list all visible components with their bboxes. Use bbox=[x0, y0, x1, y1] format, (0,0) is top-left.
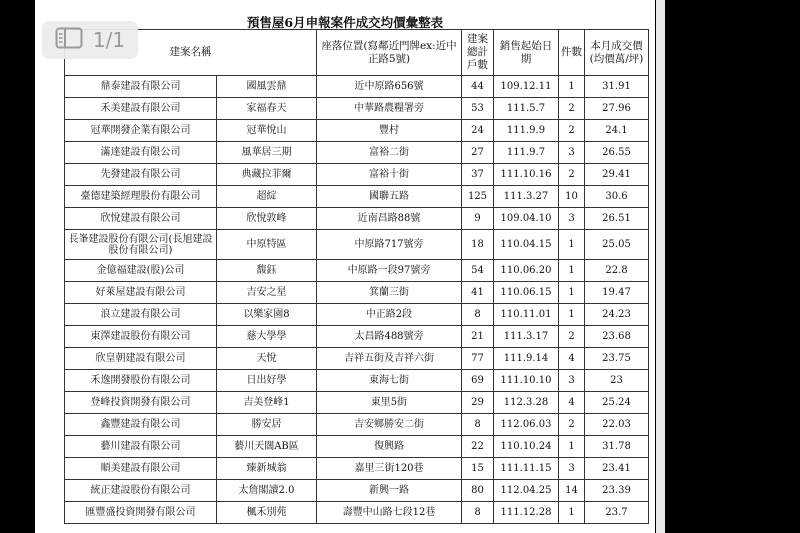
cell-count: 14 bbox=[559, 480, 585, 502]
cell-project: 天悅 bbox=[217, 348, 317, 370]
page-indicator-text: 1/1 bbox=[92, 28, 126, 52]
table-row bbox=[65, 260, 649, 282]
cell-price: 31.78 bbox=[585, 436, 649, 458]
cell-units: 29 bbox=[462, 392, 494, 414]
cell-units: 125 bbox=[462, 186, 494, 208]
cell-project: 以樂家園8 bbox=[217, 304, 317, 326]
cell-location: 富裕二街 bbox=[317, 142, 462, 164]
cell-location: 豐村 bbox=[317, 120, 462, 142]
table-row bbox=[65, 414, 649, 436]
cell-count: 1 bbox=[559, 230, 585, 260]
cell-location: 復興路 bbox=[317, 436, 462, 458]
header-sale-start-date: 銷售起始日期 bbox=[494, 30, 559, 76]
cell-count: 2 bbox=[559, 164, 585, 186]
cell-project: 家福春天 bbox=[217, 98, 317, 120]
cell-count: 10 bbox=[559, 186, 585, 208]
cell-company: 鼎泰建設有限公司 bbox=[65, 76, 217, 98]
cell-project: 藝川天闊AB區 bbox=[217, 436, 317, 458]
cell-count: 2 bbox=[559, 120, 585, 142]
cell-company: 臺德建築經理股份有限公司 bbox=[65, 186, 217, 208]
cell-company: 鑫豐建設有限公司 bbox=[65, 414, 217, 436]
cell-count: 1 bbox=[559, 76, 585, 98]
cell-project: 馥鈺 bbox=[217, 260, 317, 282]
cell-count: 3 bbox=[559, 208, 585, 230]
cell-price: 22.03 bbox=[585, 414, 649, 436]
cell-price: 31.91 bbox=[585, 76, 649, 98]
cell-start-date: 111.9.7 bbox=[494, 142, 559, 164]
cell-location: 國聯五路 bbox=[317, 186, 462, 208]
cell-location: 吉安鄉勝安二街 bbox=[317, 414, 462, 436]
cell-units: 8 bbox=[462, 502, 494, 524]
header-total-units: 建案總計戶數 bbox=[462, 30, 494, 76]
cell-company: 好萊屋建設有限公司 bbox=[65, 282, 217, 304]
price-table bbox=[64, 29, 649, 524]
cell-project: 勝安居 bbox=[217, 414, 317, 436]
cell-company: 滿達建設有限公司 bbox=[65, 142, 217, 164]
table-row bbox=[65, 164, 649, 186]
cell-start-date: 110.11.01 bbox=[494, 304, 559, 326]
cell-price: 23.41 bbox=[585, 458, 649, 480]
cell-price: 30.6 bbox=[585, 186, 649, 208]
cell-units: 80 bbox=[462, 480, 494, 502]
cell-count: 2 bbox=[559, 326, 585, 348]
table-row bbox=[65, 392, 649, 414]
cell-start-date: 112.3.28 bbox=[494, 392, 559, 414]
cell-units: 37 bbox=[462, 164, 494, 186]
cell-company: 順美建設有限公司 bbox=[65, 458, 217, 480]
table-row bbox=[65, 326, 649, 348]
cell-location: 近南昌路88號 bbox=[317, 208, 462, 230]
cell-location: 吉祥五街及吉祥六街 bbox=[317, 348, 462, 370]
cell-units: 15 bbox=[462, 458, 494, 480]
header-case-count: 件數 bbox=[559, 30, 585, 76]
cell-project: 太詹閣讀2.0 bbox=[217, 480, 317, 502]
cell-units: 18 bbox=[462, 230, 494, 260]
cell-count: 4 bbox=[559, 392, 585, 414]
cell-project: 臻新城翁 bbox=[217, 458, 317, 480]
cell-company: 藝川建設有限公司 bbox=[65, 436, 217, 458]
cell-start-date: 110.06.15 bbox=[494, 282, 559, 304]
cell-count: 1 bbox=[559, 502, 585, 524]
cell-start-date: 112.06.03 bbox=[494, 414, 559, 436]
table-row bbox=[65, 186, 649, 208]
table-row bbox=[65, 370, 649, 392]
cell-price: 22.8 bbox=[585, 260, 649, 282]
table-row bbox=[65, 76, 649, 98]
table-row bbox=[65, 120, 649, 142]
cell-count: 4 bbox=[559, 348, 585, 370]
cell-location: 近中原路656號 bbox=[317, 76, 462, 98]
cell-start-date: 111.12.28 bbox=[494, 502, 559, 524]
document-title: 預售屋6月申報案件成交均價彙整表 bbox=[246, 15, 444, 30]
cell-count: 1 bbox=[559, 304, 585, 326]
cell-units: 9 bbox=[462, 208, 494, 230]
cell-company: 禾美建設有限公司 bbox=[65, 98, 217, 120]
cell-count: 3 bbox=[559, 458, 585, 480]
cell-count: 2 bbox=[559, 98, 585, 120]
cell-location: 中正路2段 bbox=[317, 304, 462, 326]
table-row bbox=[65, 480, 649, 502]
cell-units: 24 bbox=[462, 120, 494, 142]
cell-units: 27 bbox=[462, 142, 494, 164]
cell-location: 東里5街 bbox=[317, 392, 462, 414]
cell-price: 26.51 bbox=[585, 208, 649, 230]
document-page bbox=[35, 0, 655, 533]
cell-count: 3 bbox=[559, 142, 585, 164]
cell-price: 26.55 bbox=[585, 142, 649, 164]
cell-company: 欣皇朝建設有限公司 bbox=[65, 348, 217, 370]
cell-count: 1 bbox=[559, 260, 585, 282]
cell-company: 長峯建設股份有限公司(長旭建設股份有限公司) bbox=[65, 230, 217, 260]
cell-units: 54 bbox=[462, 260, 494, 282]
table-row bbox=[65, 98, 649, 120]
cell-start-date: 111.9.14 bbox=[494, 348, 559, 370]
cell-start-date: 111.3.27 bbox=[494, 186, 559, 208]
cell-price: 19.47 bbox=[585, 282, 649, 304]
cell-company: 金億福建設(股)公司 bbox=[65, 260, 217, 282]
cell-price: 23 bbox=[585, 370, 649, 392]
cell-start-date: 110.04.15 bbox=[494, 230, 559, 260]
page-indicator-badge[interactable] bbox=[42, 21, 138, 59]
cell-units: 53 bbox=[462, 98, 494, 120]
table-row bbox=[65, 230, 649, 260]
cell-company: 統正建設股份有限公司 bbox=[65, 480, 217, 502]
cell-start-date: 109.12.11 bbox=[494, 76, 559, 98]
header-location: 座落位置(寫鄰近門牌ex:近中正路5號) bbox=[317, 30, 462, 76]
cell-project: 慈大學學 bbox=[217, 326, 317, 348]
cell-location: 壽豐中山路七段12巷 bbox=[317, 502, 462, 524]
cell-project: 國風雲鼎 bbox=[217, 76, 317, 98]
cell-project: 風華居三期 bbox=[217, 142, 317, 164]
cell-price: 27.96 bbox=[585, 98, 649, 120]
cell-location: 富裕十街 bbox=[317, 164, 462, 186]
cell-project: 超綻 bbox=[217, 186, 317, 208]
cell-company: 東澤建設股份有限公司 bbox=[65, 326, 217, 348]
cell-price: 23.68 bbox=[585, 326, 649, 348]
cell-location: 東海七街 bbox=[317, 370, 462, 392]
table-row bbox=[65, 282, 649, 304]
table-row bbox=[65, 436, 649, 458]
viewer-side-strip bbox=[656, 0, 665, 533]
cell-location: 中華路農糧署旁 bbox=[317, 98, 462, 120]
header-avg-price: 本月成交價(均價萬/坪) bbox=[585, 30, 649, 76]
cell-company: 冠華開發企業有限公司 bbox=[65, 120, 217, 142]
cell-company: 浪立建設有限公司 bbox=[65, 304, 217, 326]
cell-project: 吉美登峰1 bbox=[217, 392, 317, 414]
cell-start-date: 110.10.24 bbox=[494, 436, 559, 458]
cell-units: 77 bbox=[462, 348, 494, 370]
cell-company: 禾逸開發股份有限公司 bbox=[65, 370, 217, 392]
cell-project: 楓禾別苑 bbox=[217, 502, 317, 524]
cell-project: 典藏拉菲爾 bbox=[217, 164, 317, 186]
table-row bbox=[65, 348, 649, 370]
header-project-name: 建案名稱 bbox=[65, 30, 317, 76]
cell-price: 24.23 bbox=[585, 304, 649, 326]
cell-project: 冠華悅山 bbox=[217, 120, 317, 142]
cell-price: 23.75 bbox=[585, 348, 649, 370]
table-row bbox=[65, 304, 649, 326]
cell-start-date: 111.9.9 bbox=[494, 120, 559, 142]
cell-project: 欣悅敦峰 bbox=[217, 208, 317, 230]
cell-start-date: 110.06.20 bbox=[494, 260, 559, 282]
cell-location: 新興一路 bbox=[317, 480, 462, 502]
cell-units: 41 bbox=[462, 282, 494, 304]
table-row bbox=[65, 458, 649, 480]
cell-location: 中原路717號旁 bbox=[317, 230, 462, 260]
cell-location: 箕蘭三街 bbox=[317, 282, 462, 304]
cell-units: 44 bbox=[462, 76, 494, 98]
cell-count: 2 bbox=[559, 414, 585, 436]
cell-company: 欣悅建設有限公司 bbox=[65, 208, 217, 230]
cell-project: 吉安之星 bbox=[217, 282, 317, 304]
cell-count: 3 bbox=[559, 370, 585, 392]
cell-count: 1 bbox=[559, 282, 585, 304]
table-header-row bbox=[65, 30, 649, 76]
table-row bbox=[65, 502, 649, 524]
cell-start-date: 111.5.7 bbox=[494, 98, 559, 120]
cell-start-date: 111.3.17 bbox=[494, 326, 559, 348]
cell-price: 23.39 bbox=[585, 480, 649, 502]
cell-location: 太昌路488號旁 bbox=[317, 326, 462, 348]
cell-company: 匯豐盛投資開發有限公司 bbox=[65, 502, 217, 524]
cell-project: 中原特區 bbox=[217, 230, 317, 260]
cell-company: 先發建設有限公司 bbox=[65, 164, 217, 186]
sidebar-toggle-icon[interactable] bbox=[55, 27, 83, 54]
cell-start-date: 112.04.25 bbox=[494, 480, 559, 502]
cell-units: 8 bbox=[462, 304, 494, 326]
cell-price: 25.05 bbox=[585, 230, 649, 260]
cell-project: 日出好學 bbox=[217, 370, 317, 392]
cell-price: 24.1 bbox=[585, 120, 649, 142]
cell-units: 69 bbox=[462, 370, 494, 392]
cell-company: 登峰投資開發有限公司 bbox=[65, 392, 217, 414]
cell-start-date: 111.10.16 bbox=[494, 164, 559, 186]
cell-units: 8 bbox=[462, 414, 494, 436]
cell-units: 21 bbox=[462, 326, 494, 348]
table-row bbox=[65, 142, 649, 164]
cell-price: 23.7 bbox=[585, 502, 649, 524]
cell-start-date: 111.10.10 bbox=[494, 370, 559, 392]
cell-units: 22 bbox=[462, 436, 494, 458]
cell-start-date: 109.04.10 bbox=[494, 208, 559, 230]
cell-price: 25.24 bbox=[585, 392, 649, 414]
table-row bbox=[65, 208, 649, 230]
cell-location: 嘉里三街120巷 bbox=[317, 458, 462, 480]
cell-price: 29.41 bbox=[585, 164, 649, 186]
cell-start-date: 111.11.15 bbox=[494, 458, 559, 480]
cell-count: 1 bbox=[559, 436, 585, 458]
cell-location: 中原路一段97號旁 bbox=[317, 260, 462, 282]
